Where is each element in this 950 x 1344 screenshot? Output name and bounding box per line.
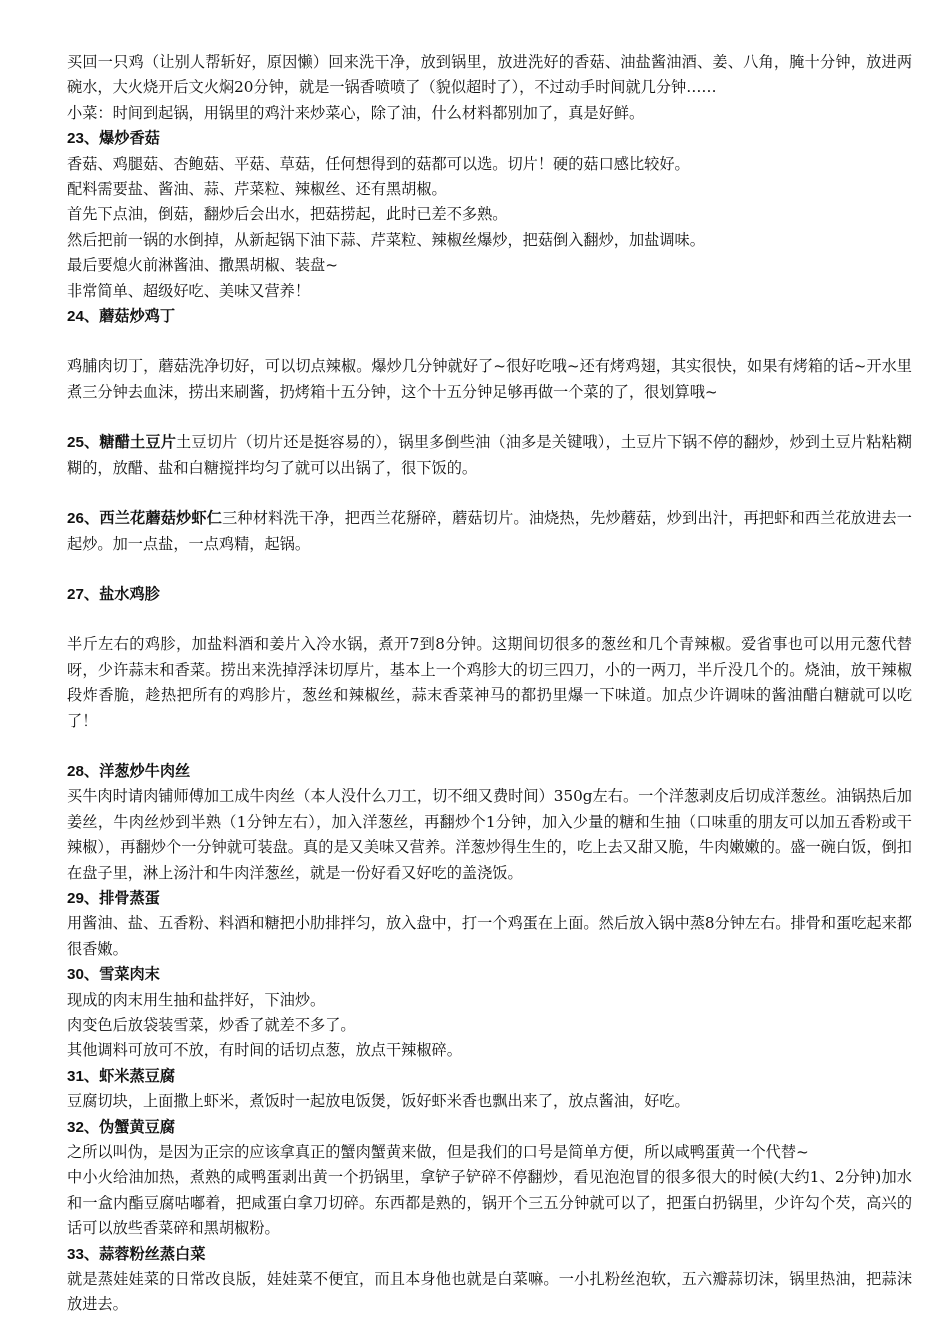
- recipe-32-intro: 之所以叫伪，是因为正宗的应该拿真正的蟹肉蟹黄来做，但是我们的口号是简单方便，所以咸鸭蛋黄一个代替~: [67, 1143, 809, 1162]
- recipe-33-title: 33、蒜蓉粉丝蒸白菜: [67, 1245, 206, 1263]
- recipe-27-body: 半斤左右的鸡胗，加盐料酒和姜片入冷水锅，煮开7到8分钟。这期间切很多的葱丝和几个青辣椒。爱省事也可以用元葱代替呀，少许蒜末和香菜。捞出来洗掉浮沫切厚片，基本上一个鸡胗大的切三四刀，小的一两刀，半斤没几个的。烧油，放干辣椒段炸香脆，趁热把所有的鸡胗片，葱丝和辣椒丝，蒜末香菜神马的都扔里爆一下味道。加点少许调味的酱油醋白糖就可以吃了！: [67, 635, 912, 730]
- recipe-30-line: 其他调料可放可不放，有时间的话切点葱，放点干辣椒碎。: [67, 1041, 462, 1060]
- recipe-32-body: 中小火给油加热，煮熟的咸鸭蛋剥出黄一个扔锅里，拿铲子铲碎不停翻炒，看见泡泡冒的很多很大的时候(大约1、2分钟)加水和一盒内酯豆腐咕嘟着，把咸蛋白拿刀切碎。东西都是熟的，锅开个三五分钟就可以了，把蛋白扔锅里，少许勾个芡，高兴的话可以放些香菜碎和黑胡椒粉。: [67, 1168, 912, 1238]
- recipe-28-body: 买牛肉时请肉铺师傅加工成牛肉丝（本人没什么刀工，切不细又费时间）350g左右。一个洋葱剥皮后切成洋葱丝。油锅热后加姜丝，牛肉丝炒到半熟（1分钟左右），加入洋葱丝，再翻炒个1分钟，加入少量的糖和生抽（口味重的朋友可以加五香粉或干辣椒），再翻炒个一分钟就可装盘。真的是又美味又营养。洋葱炒得生生的，吃上去又甜又脆，牛肉嫩嫩的。盛一碗白饭，倒扣在盘子里，淋上汤汁和牛肉洋葱丝，就是一份好看又好吃的盖浇饭。: [67, 787, 912, 882]
- recipe-26-body: 三种材料洗干净，把西兰花掰碎，蘑菇切片。油烧热，先炒蘑菇，炒到出汁，再把虾和西兰花放进去一起炒。加一点盐，一点鸡精，起锅。: [67, 509, 912, 553]
- recipe-24-body: 鸡脯肉切丁，蘑菇洗净切好，可以切点辣椒。爆炒几分钟就好了~很好吃哦~还有烤鸡翅，其实很快，如果有烤箱的话~开水里煮三分钟去血沫，捞出来刷酱，扔烤箱十五分钟，这个十五分钟足够再做一个菜的了，很划算哦~: [67, 357, 912, 401]
- spacer: [67, 329, 912, 354]
- recipe-24-title: 24、蘑菇炒鸡丁: [67, 308, 176, 326]
- recipe-23-line: 香菇、鸡腿菇、杏鲍菇、平菇、草菇，任何想得到的菇都可以选。切片！硬的菇口感比较好。: [67, 154, 690, 173]
- recipe-29-body: 用酱油、盐、五香粉、料酒和糖把小肋排拌匀，放入盘中，打一个鸡蛋在上面。然后放入锅中蒸8分钟左右。排骨和蛋吃起来都很香嫩。: [67, 914, 912, 958]
- recipe-25-body: 土豆切片（切片还是挺容易的），锅里多倒些油（油多是关键哦），土豆片下锅不停的翻炒，炒到土豆片粘粘糊糊的，放醋、盐和白糖搅拌均匀了就可以出锅了，很下饭的。: [67, 433, 912, 477]
- recipe-33-body: 就是蒸娃娃菜的日常改良版，娃娃菜不便宜，而且本身他也就是白菜嘛。一小扎粉丝泡软，五六瓣蒜切沫，锅里热油，把蒜沫放进去。: [67, 1270, 912, 1314]
- spacer: [67, 734, 912, 759]
- recipe-28-title: 28、洋葱炒牛肉丝: [67, 762, 191, 780]
- recipe-23-title: 23、爆炒香菇: [67, 130, 160, 148]
- recipe-29-title: 29、排骨蒸蛋: [67, 889, 160, 907]
- recipe-23-line: 然后把前一锅的水倒掉，从新起锅下油下蒜、芹菜粒、辣椒丝爆炒，把菇倒入翻炒，加盐调味。: [67, 230, 705, 249]
- recipe-31-body: 豆腐切块，上面撒上虾米，煮饭时一起放电饭煲，饭好虾米香也飘出来了，放点酱油，好吃。: [67, 1092, 690, 1111]
- spacer: [67, 557, 912, 582]
- recipe-30-line: 现成的肉末用生抽和盐拌好，下油炒。: [67, 990, 326, 1009]
- recipe-26-title: 26、西兰花蘑菇炒虾仁: [67, 510, 223, 528]
- document-page: [67, 50, 912, 1318]
- spacer: [67, 405, 912, 430]
- intro-side-dish: 小菜：时间到起锅，用锅里的鸡汁来炒菜心，除了油，什么材料都别加了，真是好鲜。: [67, 103, 645, 122]
- recipe-23-line: 最后要熄火前淋酱油、撒黑胡椒、装盘~: [67, 256, 338, 275]
- recipe-23-line: 非常简单、超级好吃、美味又营养！: [67, 281, 310, 300]
- spacer: [67, 607, 912, 632]
- recipe-26-paragraph: [67, 506, 912, 557]
- intro-paragraph: 买回一只鸡（让别人帮斩好，原因懒）回来洗干净，放到锅里，放进洗好的香菇、油盐酱油酒、姜、八角，腌十分钟，放进两碗水，大火烧开后文火焖20分钟，就是一锅香喷喷了（貌似超时了），不过动手时间就几分钟……: [67, 53, 912, 97]
- recipe-25-paragraph: [67, 430, 912, 481]
- recipe-30-title: 30、雪菜肉末: [67, 966, 160, 984]
- recipe-30-line: 肉变色后放袋装雪菜，炒香了就差不多了。: [67, 1016, 356, 1034]
- recipe-23-line: 配料需要盐、酱油、蒜、芹菜粒、辣椒丝、还有黑胡椒。: [67, 180, 447, 199]
- recipe-31-title: 31、虾米蒸豆腐: [67, 1067, 176, 1085]
- recipe-27-title: 27、盐水鸡胗: [67, 585, 160, 603]
- recipe-32-title: 32、伪蟹黄豆腐: [67, 1118, 176, 1136]
- spacer: [67, 481, 912, 506]
- recipe-23-line: 首先下点油，倒菇，翻炒后会出水，把菇捞起，此时已差不多熟。: [67, 205, 508, 224]
- recipe-25-title: 25、糖醋土豆片: [67, 434, 177, 452]
